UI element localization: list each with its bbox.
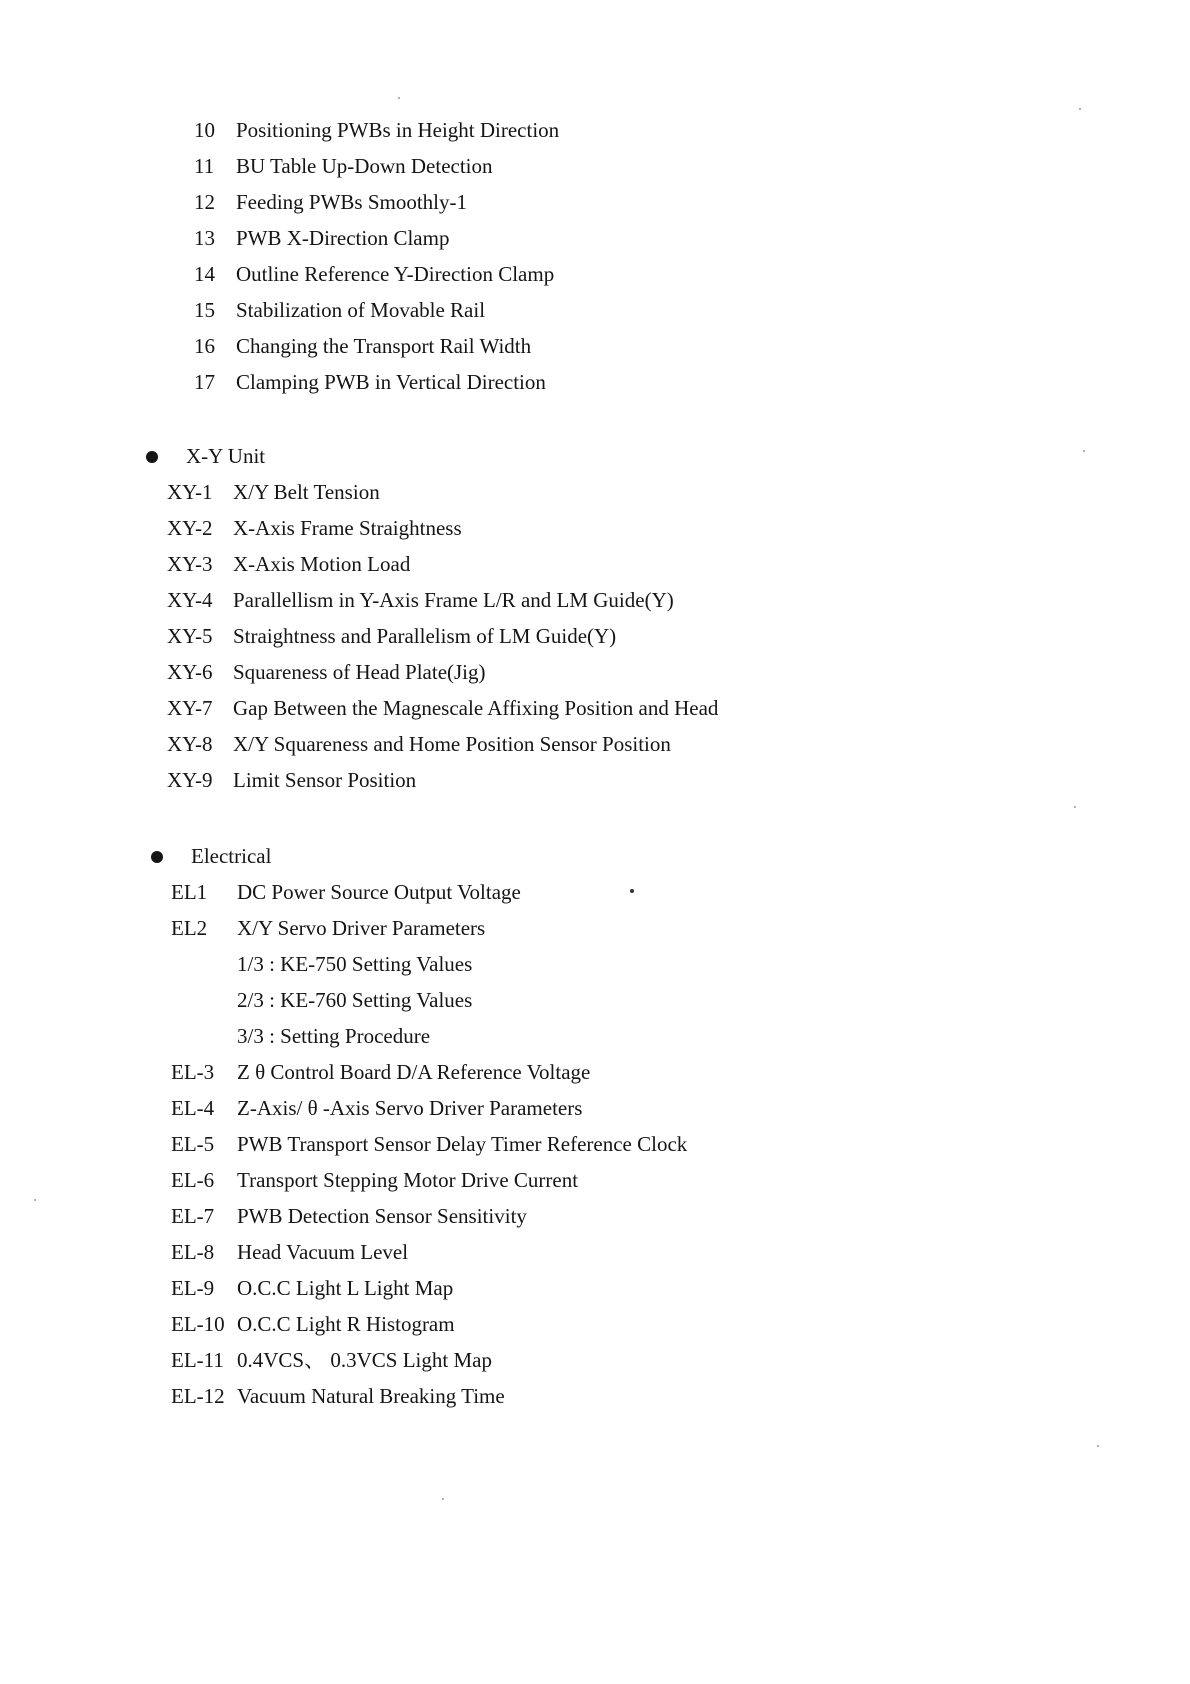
item-code: XY-1 xyxy=(167,480,213,504)
list-item xyxy=(171,951,472,977)
list-item xyxy=(171,879,521,905)
item-number: 10 xyxy=(194,118,215,142)
item-title: O.C.C Light L Light Map xyxy=(237,1276,454,1300)
item-number: 14 xyxy=(194,262,215,286)
bullet-icon xyxy=(151,851,163,863)
list-item xyxy=(171,1095,582,1121)
list-item xyxy=(167,695,718,721)
item-number: 11 xyxy=(194,154,215,178)
item-title: Gap Between the Magnescale Affixing Position and Head xyxy=(233,696,719,720)
item-number: 13 xyxy=(194,226,215,250)
scan-speck xyxy=(1079,108,1081,110)
list-item xyxy=(171,1383,505,1409)
item-code: XY-4 xyxy=(167,588,213,612)
item-code: EL-7 xyxy=(171,1204,215,1228)
item-code: XY-3 xyxy=(167,552,213,576)
list-item xyxy=(167,659,486,685)
list-item xyxy=(194,297,485,323)
item-code: EL-9 xyxy=(171,1276,215,1300)
list-item xyxy=(167,623,616,649)
item-title: PWB Transport Sensor Delay Timer Reference Clock xyxy=(237,1132,688,1156)
item-code: EL-8 xyxy=(171,1240,215,1264)
item-title: Squareness of Head Plate(Jig) xyxy=(233,660,486,684)
list-item xyxy=(171,1311,455,1337)
item-title: Stabilization of Movable Rail xyxy=(236,298,486,322)
list-item xyxy=(167,587,674,613)
list-item xyxy=(194,369,546,395)
list-item xyxy=(171,1239,408,1265)
item-code: EL2 xyxy=(171,916,208,940)
list-item xyxy=(194,117,559,143)
item-title: Transport Stepping Motor Drive Current xyxy=(237,1168,579,1192)
list-item xyxy=(194,333,531,359)
item-title: X/Y Servo Driver Parameters xyxy=(237,916,486,940)
list-item xyxy=(171,1131,687,1157)
item-title: X-Axis Frame Straightness xyxy=(233,516,462,540)
item-number: 17 xyxy=(194,370,215,394)
item-title: Outline Reference Y-Direction Clamp xyxy=(236,262,555,286)
item-title: Head Vacuum Level xyxy=(237,1240,409,1264)
list-item xyxy=(171,915,485,941)
list-item xyxy=(171,1023,430,1049)
item-title: Parallellism in Y-Axis Frame L/R and LM Guide(Y) xyxy=(233,588,674,612)
item-code: EL-5 xyxy=(171,1132,215,1156)
list-item xyxy=(171,1203,527,1229)
item-code: XY-8 xyxy=(167,732,213,756)
item-title: Clamping PWB in Vertical Direction xyxy=(236,370,546,394)
scan-speck xyxy=(34,1199,36,1201)
item-title: PWB Detection Sensor Sensitivity xyxy=(237,1204,527,1228)
scan-speck xyxy=(1097,1445,1099,1447)
item-title: BU Table Up-Down Detection xyxy=(236,154,493,178)
item-title: Vacuum Natural Breaking Time xyxy=(237,1384,505,1408)
item-code: EL-6 xyxy=(171,1168,215,1192)
item-title: Feeding PWBs Smoothly-1 xyxy=(236,190,468,214)
item-number: 15 xyxy=(194,298,215,322)
item-code: EL-3 xyxy=(171,1060,215,1084)
item-code: XY-6 xyxy=(167,660,213,684)
list-item xyxy=(171,1275,453,1301)
list-item xyxy=(194,225,449,251)
item-title: 3/3 : Setting Procedure xyxy=(237,1024,431,1048)
item-code: EL-10 xyxy=(171,1312,225,1336)
item-code: EL-12 xyxy=(171,1384,225,1408)
item-code: XY-7 xyxy=(167,696,213,720)
list-item xyxy=(171,987,472,1013)
item-code: XY-9 xyxy=(167,768,213,792)
item-title: X/Y Squareness and Home Position Sensor Position xyxy=(233,732,671,756)
item-title: X/Y Belt Tension xyxy=(233,480,380,504)
item-title: 1/3 : KE-750 Setting Values xyxy=(237,952,473,976)
scan-speck xyxy=(442,1498,444,1500)
item-code: XY-5 xyxy=(167,624,213,648)
scan-speck xyxy=(630,889,634,893)
list-item xyxy=(167,515,462,541)
list-item xyxy=(194,153,493,179)
item-title: Positioning PWBs in Height Direction xyxy=(236,118,560,142)
section-heading-electrical: Electrical xyxy=(191,844,272,868)
item-code: XY-2 xyxy=(167,516,213,540)
list-item xyxy=(167,551,410,577)
item-title: Z θ Control Board D/A Reference Voltage xyxy=(237,1060,591,1084)
item-title: X-Axis Motion Load xyxy=(233,552,411,576)
list-item xyxy=(171,1059,590,1085)
scan-speck xyxy=(398,97,400,99)
scan-speck xyxy=(1083,450,1085,452)
list-item xyxy=(167,767,416,793)
item-title: 0.4VCS、 0.3VCS Light Map xyxy=(237,1348,492,1372)
item-code: EL1 xyxy=(171,880,208,904)
item-title: DC Power Source Output Voltage xyxy=(237,880,521,904)
item-title: Straightness and Parallelism of LM Guide(Y) xyxy=(233,624,617,648)
item-number: 12 xyxy=(194,190,215,214)
bullet-icon xyxy=(146,451,158,463)
list-item xyxy=(167,731,671,757)
list-item xyxy=(194,261,554,287)
item-number: 16 xyxy=(194,334,215,358)
item-title: O.C.C Light R Histogram xyxy=(237,1312,455,1336)
list-item xyxy=(171,1347,492,1373)
item-title: Limit Sensor Position xyxy=(233,768,417,792)
list-item xyxy=(167,479,380,505)
item-title: PWB X-Direction Clamp xyxy=(236,226,450,250)
section-heading-xy-unit: X-Y Unit xyxy=(186,444,266,468)
item-title: 2/3 : KE-760 Setting Values xyxy=(237,988,473,1012)
item-code: EL-11 xyxy=(171,1348,224,1372)
list-item xyxy=(194,189,467,215)
item-code: EL-4 xyxy=(171,1096,215,1120)
item-title: Changing the Transport Rail Width xyxy=(236,334,532,358)
scan-speck xyxy=(1074,806,1076,808)
item-title: Z-Axis/ θ -Axis Servo Driver Parameters xyxy=(237,1096,583,1120)
list-item xyxy=(171,1167,578,1193)
